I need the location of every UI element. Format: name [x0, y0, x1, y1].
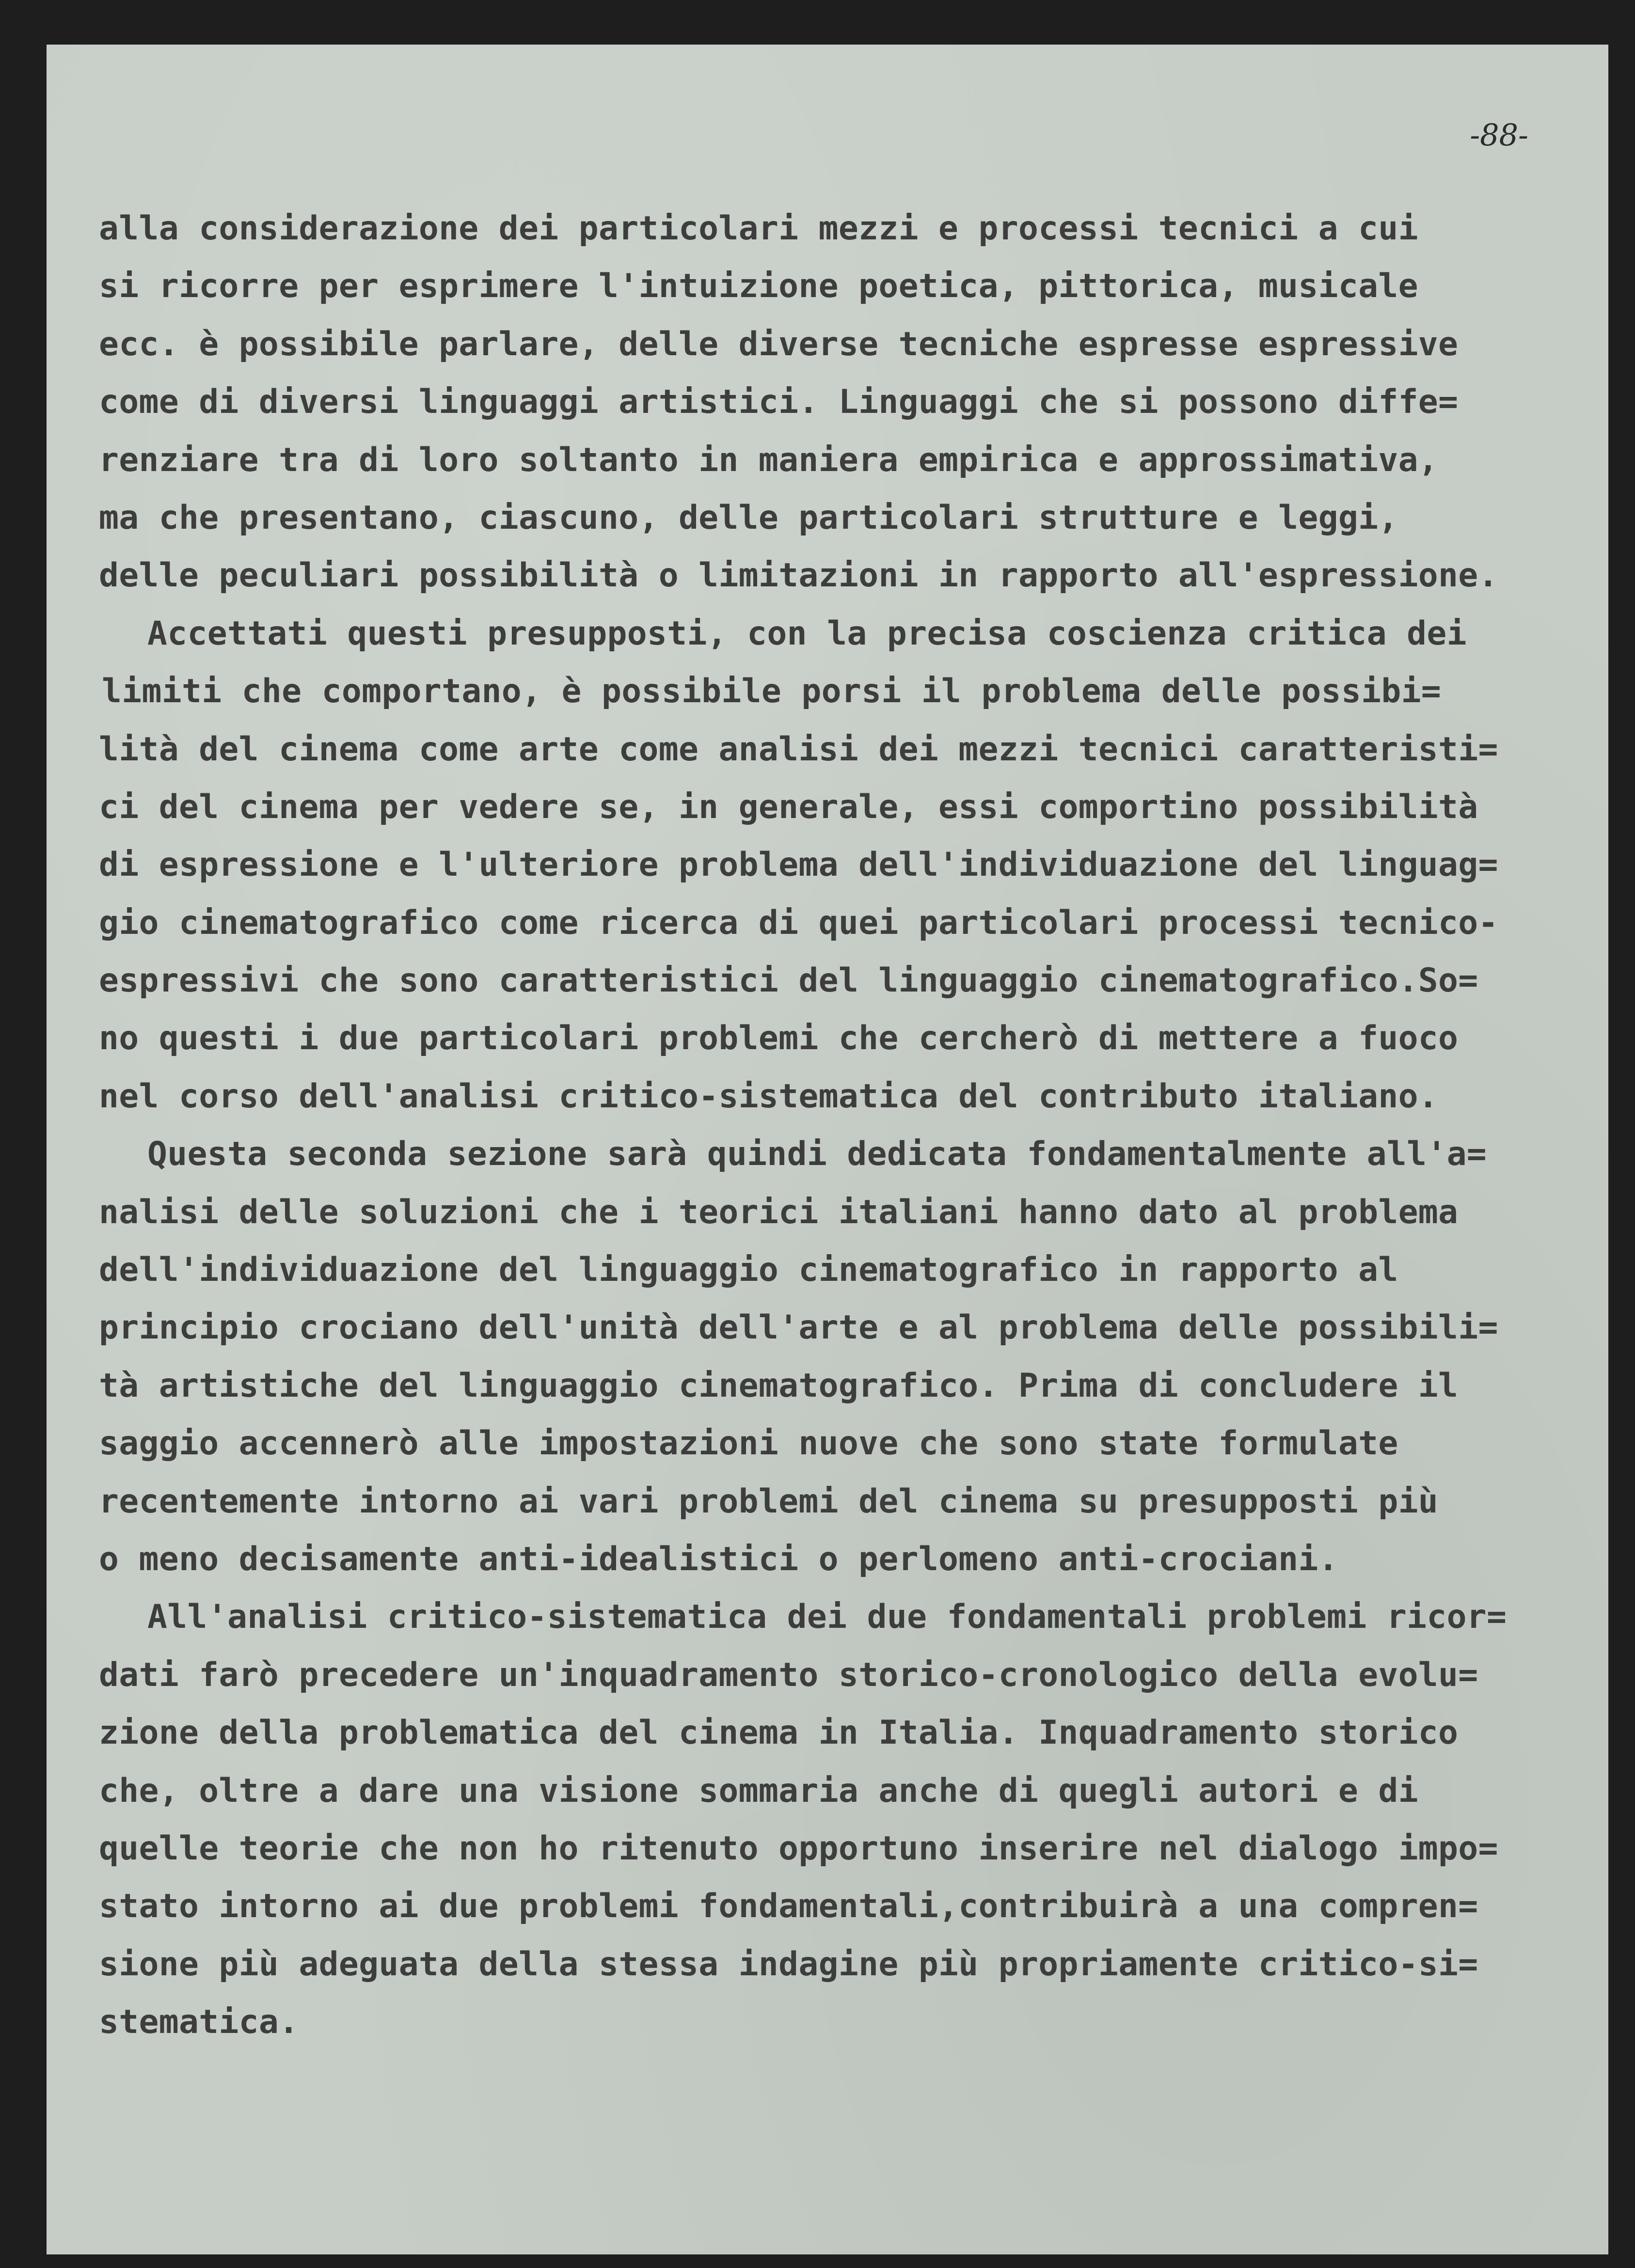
- text-line: sione più adeguata della stessa indagine più propriamente critico-si=: [99, 1945, 1478, 1984]
- text-line: o meno decisamente anti-idealistici o perlomeno anti-crociani.: [99, 1540, 1338, 1578]
- text-line: alla considerazione dei particolari mezzi e processi tecnici a cui: [99, 209, 1418, 248]
- text-line: no questi i due particolari problemi che cercherò di mettere a fuoco: [99, 1019, 1459, 1058]
- text-line: zione della problematica del cinema in Italia. Inquadramento storico: [99, 1714, 1459, 1752]
- text-line: dati farò precedere un'inquadramento storico-cronologico della evolu=: [99, 1655, 1478, 1694]
- text-line: limiti che comportano, è possibile porsi il problema delle possibi=: [102, 672, 1442, 711]
- text-line: che, oltre a dare una visione sommaria anche di quegli autori e di: [99, 1771, 1418, 1810]
- text-line: stato intorno ai due problemi fondamentali,contribuirà a una compren=: [99, 1887, 1478, 1926]
- text-line: nalisi delle soluzioni che i teorici italiani hanno dato al problema: [99, 1193, 1459, 1231]
- text-line: gio cinematografico come ricerca di quei particolari processi tecnico-: [99, 903, 1498, 942]
- text-line: ci del cinema per vedere se, in generale, essi comportino possibilità: [99, 788, 1478, 826]
- text-line: si ricorre per esprimere l'intuizione poetica, pittorica, musicale: [99, 267, 1418, 306]
- text-line: saggio accennerò alle impostazioni nuove che sono state formulate: [99, 1424, 1398, 1463]
- text-line: dell'individuazione del linguaggio cinematografico in rapporto al: [99, 1251, 1398, 1290]
- paragraph-first-line: Questa seconda sezione sarà quindi dedicata fondamentalmente all'a=: [147, 1135, 1487, 1174]
- typewritten-page: [47, 45, 1608, 2254]
- text-line: quelle teorie che non ho ritenuto opportuno inserire nel dialogo impo=: [99, 1829, 1498, 1868]
- text-line: delle peculiari possibilità o limitazioni in rapporto all'espressione.: [99, 556, 1498, 595]
- text-line: ma che presentano, ciascuno, delle particolari strutture e leggi,: [99, 498, 1398, 537]
- text-line: come di diversi linguaggi artistici. Linguaggi che si possono diffe=: [99, 383, 1459, 422]
- text-line: di espressione e l'ulteriore problema dell'individuazione del linguag=: [99, 846, 1498, 884]
- text-line: espressivi che sono caratteristici del linguaggio cinematografico.So=: [99, 961, 1478, 1000]
- text-line: ecc. è possibile parlare, delle diverse tecniche espresse espressive: [99, 325, 1459, 363]
- paragraph-first-line: All'analisi critico-sistematica dei due fondamentali problemi ricor=: [147, 1598, 1507, 1637]
- text-line: recentemente intorno ai vari problemi del cinema su presupposti più: [99, 1482, 1439, 1521]
- text-line: stematica.: [99, 2003, 299, 2042]
- text-line: nel corso dell'analisi critico-sistematica del contributo italiano.: [99, 1077, 1439, 1116]
- page-number: -88-: [1470, 117, 1528, 153]
- text-line: tà artistiche del linguaggio cinematografico. Prima di concludere il: [99, 1366, 1459, 1405]
- body-text: [99, 200, 1572, 2051]
- text-line: principio crociano dell'unità dell'arte e al problema delle possibili=: [99, 1308, 1498, 1347]
- text-line: renziare tra di loro soltanto in maniera empirica e approssimativa,: [99, 441, 1439, 479]
- text-line: lità del cinema come arte come analisi dei mezzi tecnici caratteristi=: [99, 730, 1498, 769]
- paragraph-first-line: Accettati questi presupposti, con la precisa coscienza critica dei: [147, 614, 1467, 653]
